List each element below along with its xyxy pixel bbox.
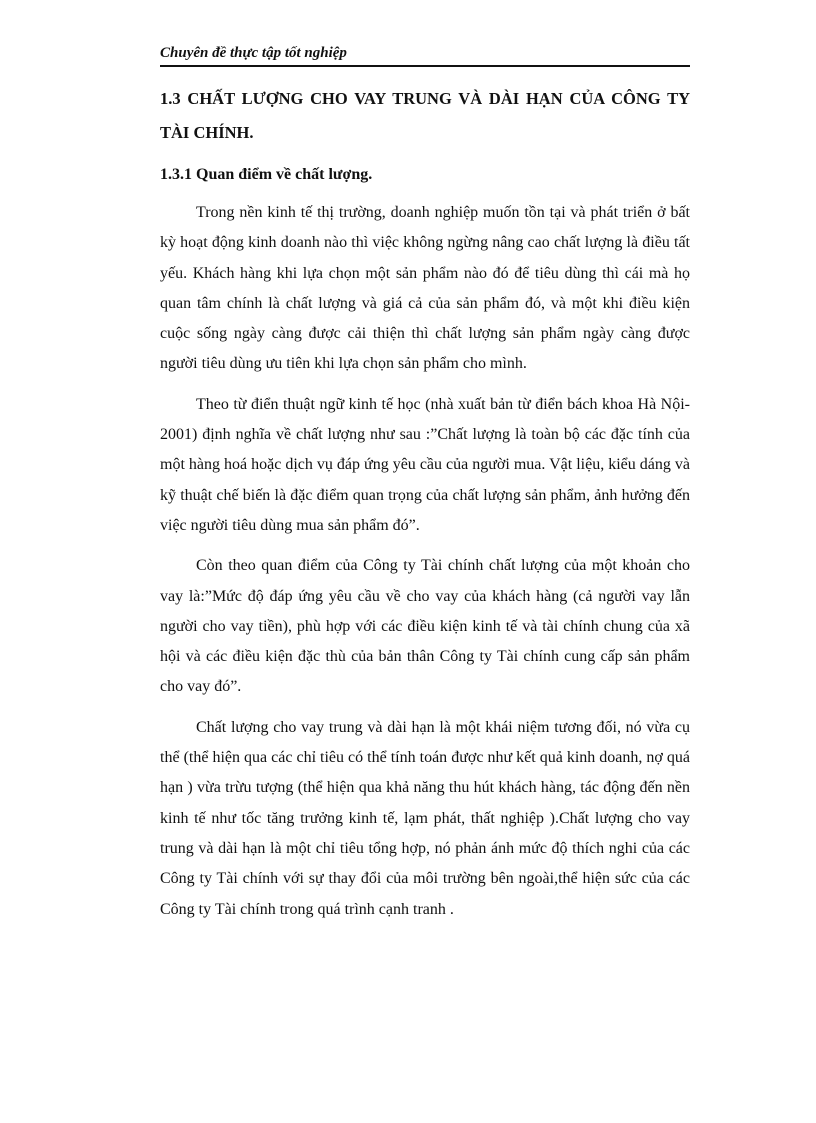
section-title: 1.3 CHẤT LƯỢNG CHO VAY TRUNG VÀ DÀI HẠN CỦA CÔNG TY TÀI CHÍNH. xyxy=(160,89,690,142)
paragraph-4: Chất lượng cho vay trung và dài hạn là một khái niệm tương đối, nó vừa cụ thể (thể hiện qua các chỉ tiêu có thể tính toán được như kết quả kinh doanh, nợ quá hạn ) vừa trừu tượng (thể hiện qua khả năng thu hút khách hàng, tác động đến nền kinh tế như tốc tăng trưởng kinh tế, lạm phát, thất nghiệp ).Chất lượng cho vay trung và dài hạn là một chỉ tiêu tổng hợp, nó phản ánh mức độ thích nghi của các Công ty Tài chính với sự thay đổi của môi trường bên ngoài,thể hiện sức của các Công ty Tài chính trong quá trình cạnh tranh . xyxy=(160,718,690,918)
document-body xyxy=(160,82,690,935)
paragraph-2: Theo từ điển thuật ngữ kinh tế học (nhà xuất bản từ điển bách khoa Hà Nội- 2001) định nghĩa về chất lượng như sau :”Chất lượng là toàn bộ các đặc tính của một hàng hoá hoặc dịch vụ đáp ứng yêu cầu của người mua. Vật liệu, kiểu dáng và kỹ thuật chế biến là đặc điểm quan trọng của chất lượng sản phẩm, ảnh hưởng đến việc người tiêu dùng mua sản phẩm đó”. xyxy=(160,395,690,534)
subsection-title: 1.3.1 Quan điểm về chất lượng. xyxy=(160,166,373,183)
header-divider xyxy=(160,65,690,67)
paragraph-1: Trong nền kinh tế thị trường, doanh nghiệp muốn tồn tại và phát triển ở bất kỳ hoạt động kinh doanh nào thì việc không ngừng nâng cao chất lượng là điều tất yếu. Khách hàng khi lựa chọn một sản phẩm nào đó để tiêu dùng thì cái mà họ quan tâm chính là chất lượng và giá cả của sản phẩm đó, và một khi điều kiện cuộc sống ngày càng được cải thiện thì chất lượng sản phẩm ngày càng được người tiêu dùng ưu tiên khi lựa chọn sản phẩm cho mình. xyxy=(160,204,690,373)
paragraph-3: Còn theo quan điểm của Công ty Tài chính chất lượng của một khoản cho vay là:”Mức độ đáp ứng yêu cầu về cho vay của khách hàng (cả người vay lẫn người cho vay tiền), phù hợp với các điều kiện kinh tế và tài chính chung của xã hội và các điều kiện đặc thù của bản thân Công ty Tài chính cung cấp sản phẩm cho vay đó”. xyxy=(160,557,690,696)
page-header: Chuyên đề thực tập tốt nghiệp xyxy=(160,45,347,61)
